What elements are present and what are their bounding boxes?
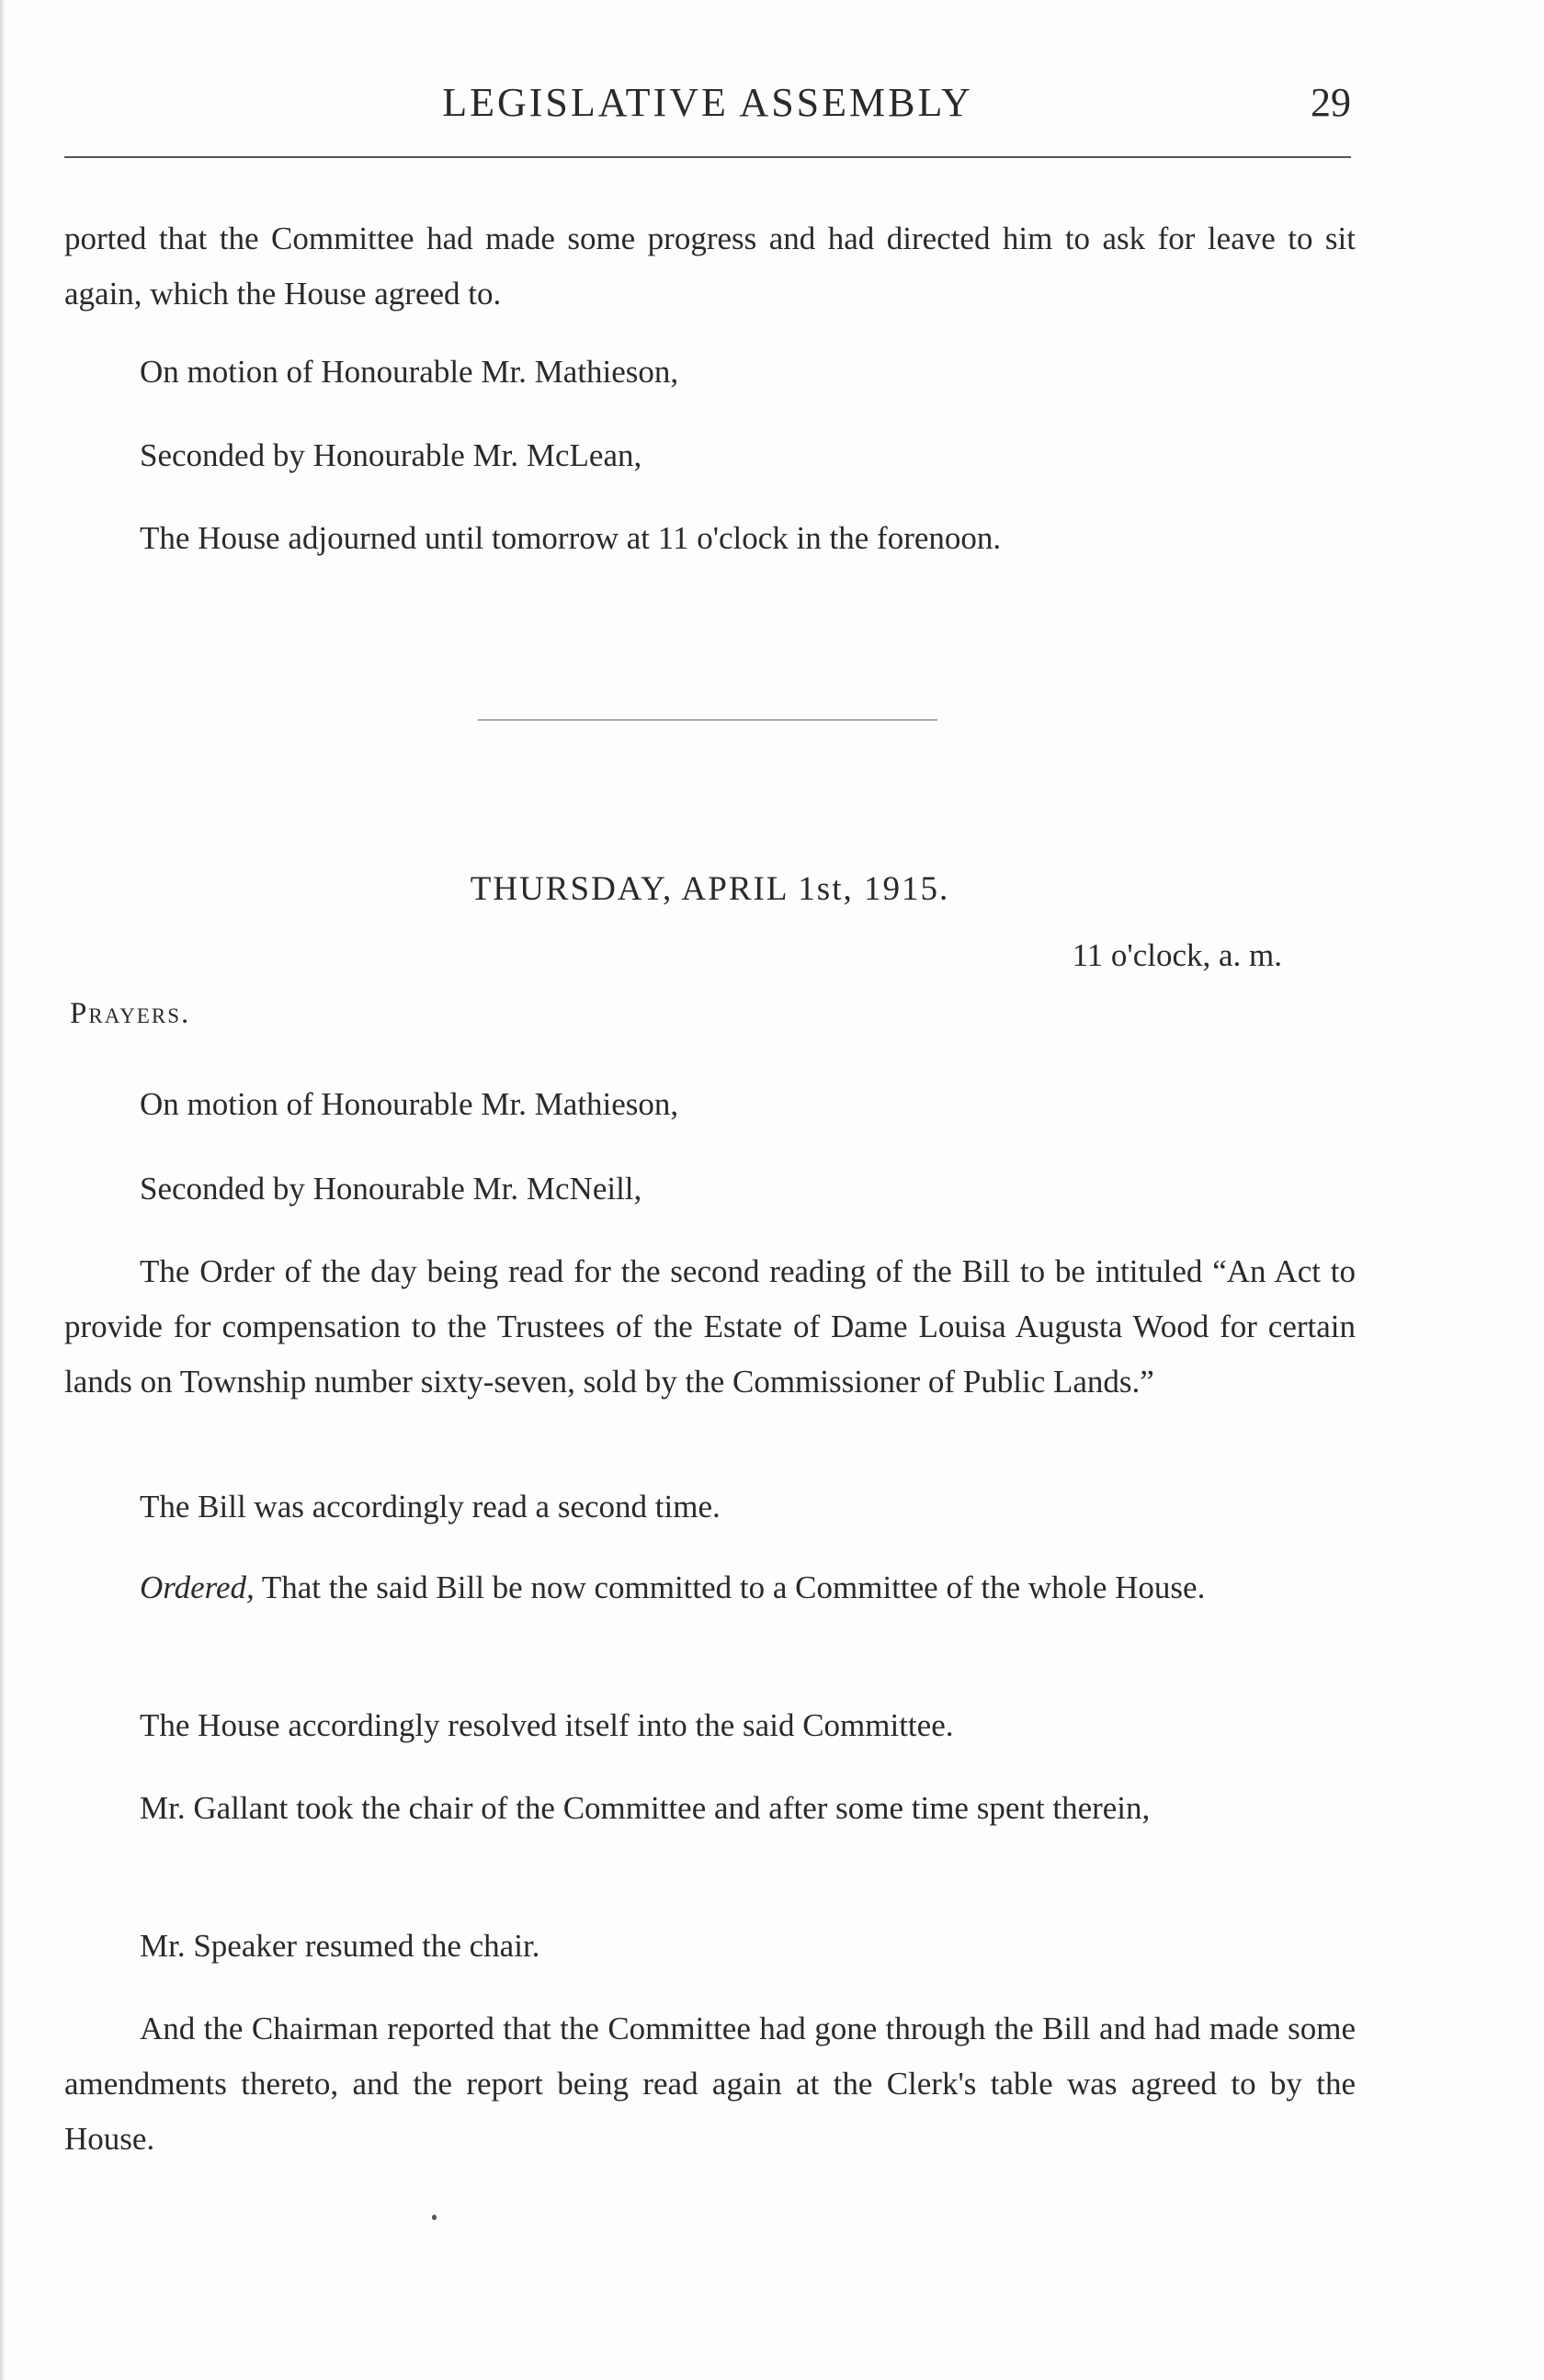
- prayers-label: Prayers.: [70, 997, 191, 1030]
- speaker-line: Mr. Speaker resumed the chair.: [140, 1928, 540, 1964]
- motion-line: On motion of Honourable Mr. Mathieson,: [140, 354, 679, 390]
- chair-paragraph: Mr. Gallant took the chair of the Committee and after some time spent therein,: [140, 1790, 1151, 1826]
- order-of-day-paragraph: The Order of the day being read for the second reading of the Bill to be intituled “An Act to provide for compensation to the Trustees of the Estate of Dame Louisa Augusta Wood for certain lands on Township number sixty-seven, sold by the Commissioner of Public Lands.”: [64, 1253, 1356, 1400]
- seconded-line-2: Seconded by Honourable Mr. McNeill,: [140, 1171, 642, 1207]
- ordered-text: That the said Bill be now committed to a Committee of the whole House.: [261, 1570, 1206, 1605]
- ordered-paragraph: [64, 1560, 1356, 1615]
- sitting-date-heading: THURSDAY, APRIL 1st, 1915.: [470, 870, 950, 908]
- report-paragraph: And the Chairman reported that the Committee had gone through the Bill and had made some amendments thereto, and the report being read again at the Clerk's table was agreed to by the House.: [64, 2011, 1356, 2157]
- header-rule: [64, 156, 1351, 158]
- continued-paragraph: ported that the Committee had made some progress and had directed him to ask for leave to sit again, which the House agreed to.: [64, 221, 1356, 312]
- running-title: LEGISLATIVE ASSEMBLY: [442, 80, 973, 125]
- second-reading-line: The Bill was accordingly read a second time.: [140, 1489, 721, 1524]
- resolved-line: The House accordingly resolved itself into the said Committee.: [140, 1707, 954, 1743]
- running-header: [64, 79, 1351, 134]
- scan-edge-shadow: [0, 0, 6, 2380]
- page-number: 29: [1311, 80, 1351, 125]
- print-speck: [432, 2215, 437, 2220]
- seconded-line: Seconded by Honourable Mr. McLean,: [140, 437, 642, 473]
- sitting-time: 11 o'clock, a. m.: [1072, 937, 1282, 973]
- adjournment-line: The House adjourned until tomorrow at 11 o'clock in the forenoon.: [140, 520, 1002, 556]
- motion-line-2: On motion of Honourable Mr. Mathieson,: [140, 1086, 679, 1122]
- ordered-word: Ordered,: [140, 1570, 255, 1605]
